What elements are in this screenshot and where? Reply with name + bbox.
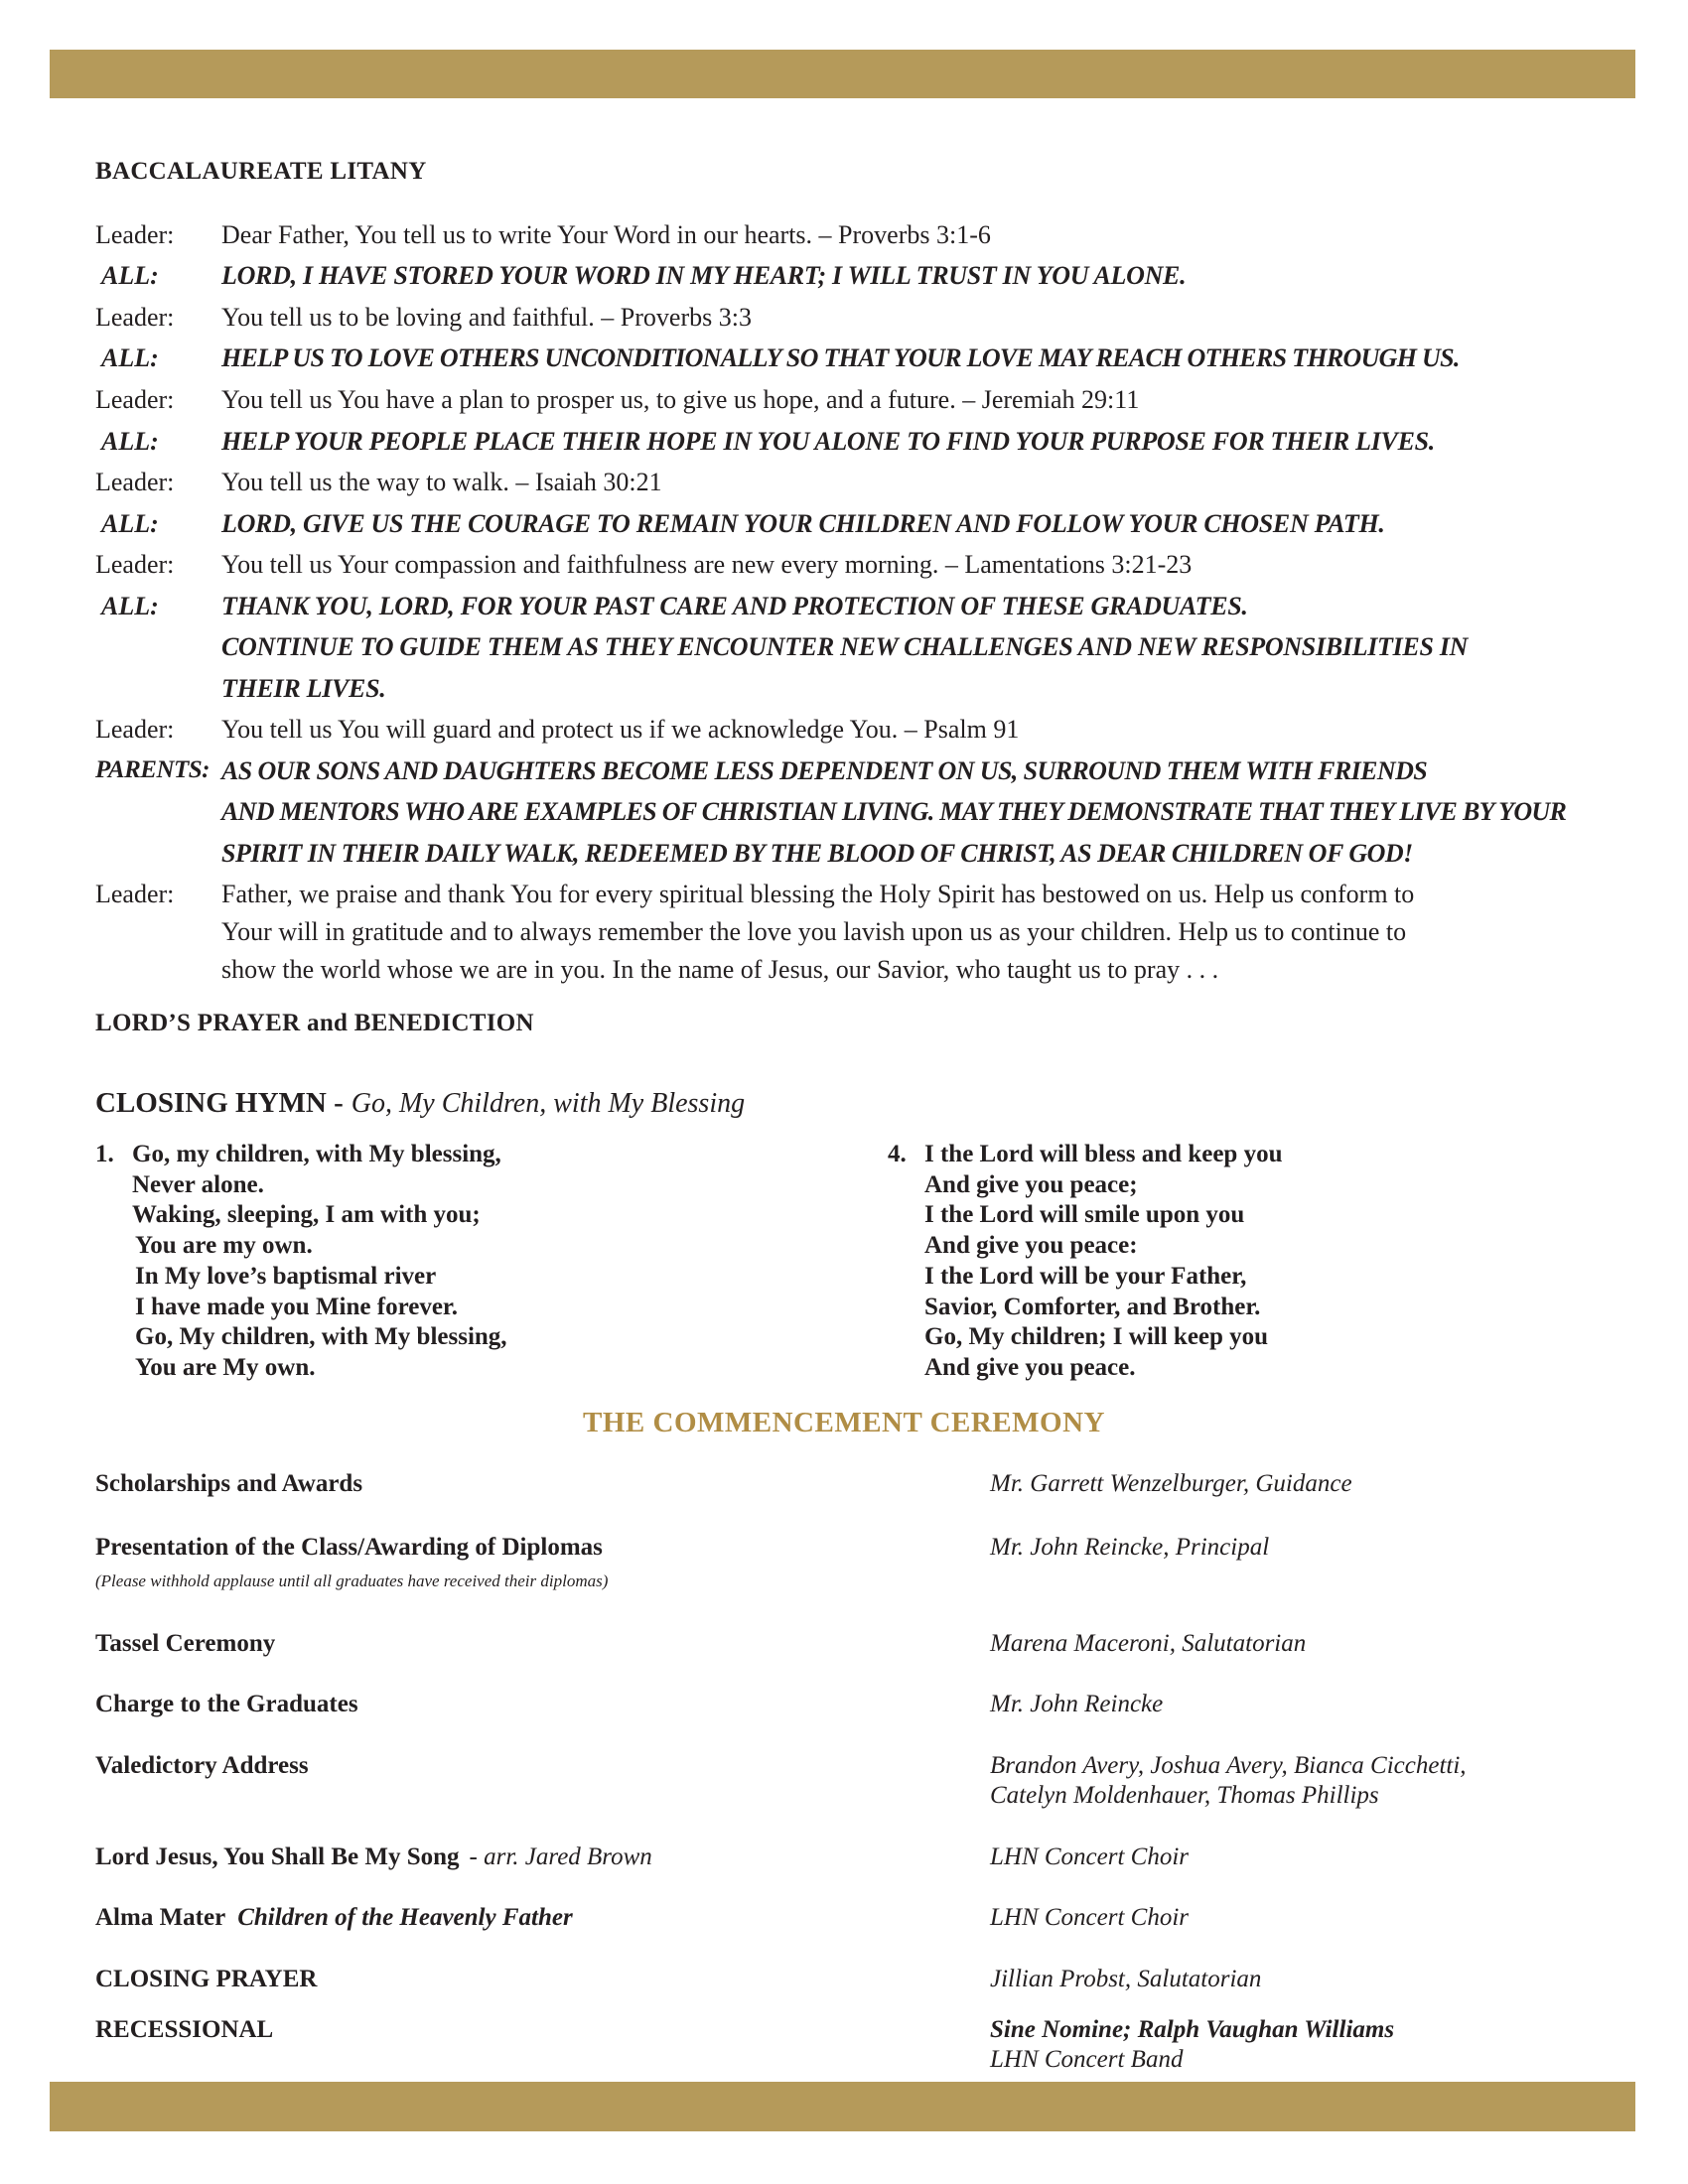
litany-line-12: THEIR LIVES. xyxy=(221,674,386,703)
hymn-verse-4-number: 4. xyxy=(888,1141,907,1167)
litany-line-10: THANK YOU, LORD, FOR YOUR PAST CARE AND PROTECTION OF THESE GRADUATES. xyxy=(221,592,1248,620)
program-item-alma-mater xyxy=(95,1904,573,1932)
litany-line-19: show the world whose we are in you. In the name of Jesus, our Savior, who taught us to pray . . . xyxy=(221,955,1219,984)
program-presenter-recessional xyxy=(990,2015,1394,2075)
litany-heading: BACCALAUREATE LITANY xyxy=(95,158,427,185)
program-presenter-scholarships: Mr. Garrett Wenzelburger, Guidance xyxy=(990,1470,1352,1497)
hymn-verse-1-line: Never alone. xyxy=(132,1170,264,1198)
litany-speaker-2: ALL: xyxy=(101,261,159,290)
lords-prayer-heading: LORD’S PRAYER and BENEDICTION xyxy=(95,1010,534,1036)
program-item-diplomas: Presentation of the Class/Awarding of Diplomas xyxy=(95,1534,603,1561)
program-item-scholarships: Scholarships and Awards xyxy=(95,1470,363,1497)
hymn-verse-4-line: Savior, Comforter, and Brother. xyxy=(924,1293,1261,1320)
litany-speaker-8: ALL: xyxy=(101,509,159,538)
hymn-verse-1-number: 1. xyxy=(95,1141,114,1167)
hymn-verse-4-line: Go, My children; I will keep you xyxy=(924,1323,1269,1351)
hymn-verse-1-line: In My love’s baptismal river xyxy=(135,1262,437,1290)
litany-speaker-13: Leader: xyxy=(95,715,175,744)
closing-hymn-heading xyxy=(95,1087,745,1120)
litany-speaker-7: Leader: xyxy=(95,468,175,496)
hymn-verse-1-line: I have made you Mine forever. xyxy=(135,1293,458,1320)
hymn-verse-4-line: I the Lord will bless and keep you xyxy=(924,1141,1283,1167)
closing-hymn-title: Go, My Children, with My Blessing xyxy=(351,1088,746,1119)
program-item-closing-prayer: CLOSING PRAYER xyxy=(95,1966,318,1992)
valedictory-names-line-2: Catelyn Moldenhauer, Thomas Phillips xyxy=(990,1782,1379,1809)
program-presenter-closing-prayer: Jillian Probst, Salutatorian xyxy=(990,1966,1262,1992)
litany-speaker-10: ALL: xyxy=(101,592,159,620)
program-item-charge: Charge to the Graduates xyxy=(95,1691,358,1717)
litany-speaker-5: Leader: xyxy=(95,385,175,414)
hymn-verse-1-line: You are My own. xyxy=(135,1353,316,1381)
program-note-applause: (Please withhold applause until all graduates have received their diplomas) xyxy=(95,1571,609,1590)
litany-line-9: You tell us Your compassion and faithfulness are new every morning. – Lamentations 3:21-23 xyxy=(221,550,1193,579)
commencement-ceremony-title: THE COMMENCEMENT CEREMONY xyxy=(583,1407,1105,1438)
recessional-piece: Sine Nomine; Ralph Vaughan Williams xyxy=(990,2016,1395,2043)
hymn-verse-4-line: I the Lord will be your Father, xyxy=(924,1262,1247,1290)
litany-speaker-9: Leader: xyxy=(95,550,175,579)
litany-line-1: Dear Father, You tell us to write Your Word in our hearts. – Proverbs 3:1-6 xyxy=(221,220,991,249)
program-item-valedictory: Valedictory Address xyxy=(95,1752,309,1779)
alma-mater-title: Children of the Heavenly Father xyxy=(237,1904,573,1931)
litany-speaker-6: ALL: xyxy=(101,427,159,456)
litany-speaker-17: Leader: xyxy=(95,880,175,908)
closing-hymn-label: CLOSING HYMN - xyxy=(95,1087,344,1119)
litany-line-18: Your will in gratitude and to always remember the love you lavish upon us as your children. Help us to continue to xyxy=(221,917,1407,946)
litany-speaker-3: Leader: xyxy=(95,303,175,332)
program-presenter-diplomas: Mr. John Reincke, Principal xyxy=(990,1534,1270,1561)
song-arranger: - arr. Jared Brown xyxy=(469,1843,652,1870)
alma-mater-label: Alma Mater xyxy=(95,1904,226,1931)
hymn-verse-4-line: And give you peace; xyxy=(924,1170,1138,1198)
hymn-verse-1-line: Go, my children, with My blessing, xyxy=(132,1141,501,1167)
litany-line-2: LORD, I HAVE STORED YOUR WORD IN MY HEART; I WILL TRUST IN YOU ALONE. xyxy=(221,261,1187,290)
top-decorative-band xyxy=(50,50,1635,98)
litany-line-7: You tell us the way to walk. – Isaiah 30:21 xyxy=(221,468,662,496)
program-item-tassel: Tassel Ceremony xyxy=(95,1630,276,1657)
valedictory-names-line-1: Brandon Avery, Joshua Avery, Bianca Cicchetti, xyxy=(990,1752,1467,1779)
hymn-verse-1-line: You are my own. xyxy=(135,1232,313,1260)
litany-speaker-4: ALL: xyxy=(101,343,159,372)
litany-line-4: HELP US TO LOVE OTHERS UNCONDITIONALLY SO THAT YOUR LOVE MAY REACH OTHERS THROUGH US. xyxy=(221,343,1460,372)
program-item-lord-jesus-song xyxy=(95,1843,652,1871)
hymn-verse-1-line: Go, My children, with My blessing, xyxy=(135,1323,507,1351)
program-presenter-valedictory xyxy=(990,1751,1467,1811)
litany-line-3: You tell us to be loving and faithful. – Proverbs 3:3 xyxy=(221,303,752,332)
litany-line-5: You tell us You have a plan to prosper us, to give us hope, and a future. – Jeremiah 29:11 xyxy=(221,385,1140,414)
litany-speaker-1: Leader: xyxy=(95,220,175,249)
program-item-recessional: RECESSIONAL xyxy=(95,2016,274,2043)
hymn-verse-1-line: Waking, sleeping, I am with you; xyxy=(132,1201,481,1229)
program-presenter-tassel: Marena Maceroni, Salutatorian xyxy=(990,1630,1307,1657)
litany-line-8: LORD, GIVE US THE COURAGE TO REMAIN YOUR CHILDREN AND FOLLOW YOUR CHOSEN PATH. xyxy=(221,509,1385,538)
litany-line-17: Father, we praise and thank You for every spiritual blessing the Holy Spirit has bestowed on us. Help us conform to xyxy=(221,880,1415,908)
hymn-verse-4-line: And give you peace: xyxy=(924,1232,1138,1260)
hymn-verse-4-line: I the Lord will smile upon you xyxy=(924,1201,1245,1229)
litany-line-11: CONTINUE TO GUIDE THEM AS THEY ENCOUNTER NEW CHALLENGES AND NEW RESPONSIBILITIES IN xyxy=(221,632,1469,661)
litany-line-16: SPIRIT IN THEIR DAILY WALK, REDEEMED BY THE BLOOD OF CHRIST, AS DEAR CHILDREN OF GOD! xyxy=(221,839,1413,868)
recessional-performer: LHN Concert Band xyxy=(990,2046,1184,2073)
program-presenter-song: LHN Concert Choir xyxy=(990,1843,1190,1870)
litany-line-13: You tell us You will guard and protect us if we acknowledge You. – Psalm 91 xyxy=(221,715,1020,744)
hymn-verse-4-line: And give you peace. xyxy=(924,1353,1136,1381)
litany-line-15: AND MENTORS WHO ARE EXAMPLES OF CHRISTIAN LIVING. MAY THEY DEMONSTRATE THAT THEY LIVE BY YOUR xyxy=(221,797,1567,826)
program-presenter-charge: Mr. John Reincke xyxy=(990,1691,1164,1717)
song-title: Lord Jesus, You Shall Be My Song xyxy=(95,1843,460,1870)
litany-line-14: AS OUR SONS AND DAUGHTERS BECOME LESS DEPENDENT ON US, SURROUND THEM WITH FRIENDS xyxy=(221,756,1428,785)
bottom-decorative-band xyxy=(50,2082,1635,2131)
program-presenter-alma-mater: LHN Concert Choir xyxy=(990,1904,1190,1931)
litany-line-6: HELP YOUR PEOPLE PLACE THEIR HOPE IN YOU ALONE TO FIND YOUR PURPOSE FOR THEIR LIVES. xyxy=(221,427,1435,456)
litany-speaker-parents: PARENTS: xyxy=(95,756,210,783)
